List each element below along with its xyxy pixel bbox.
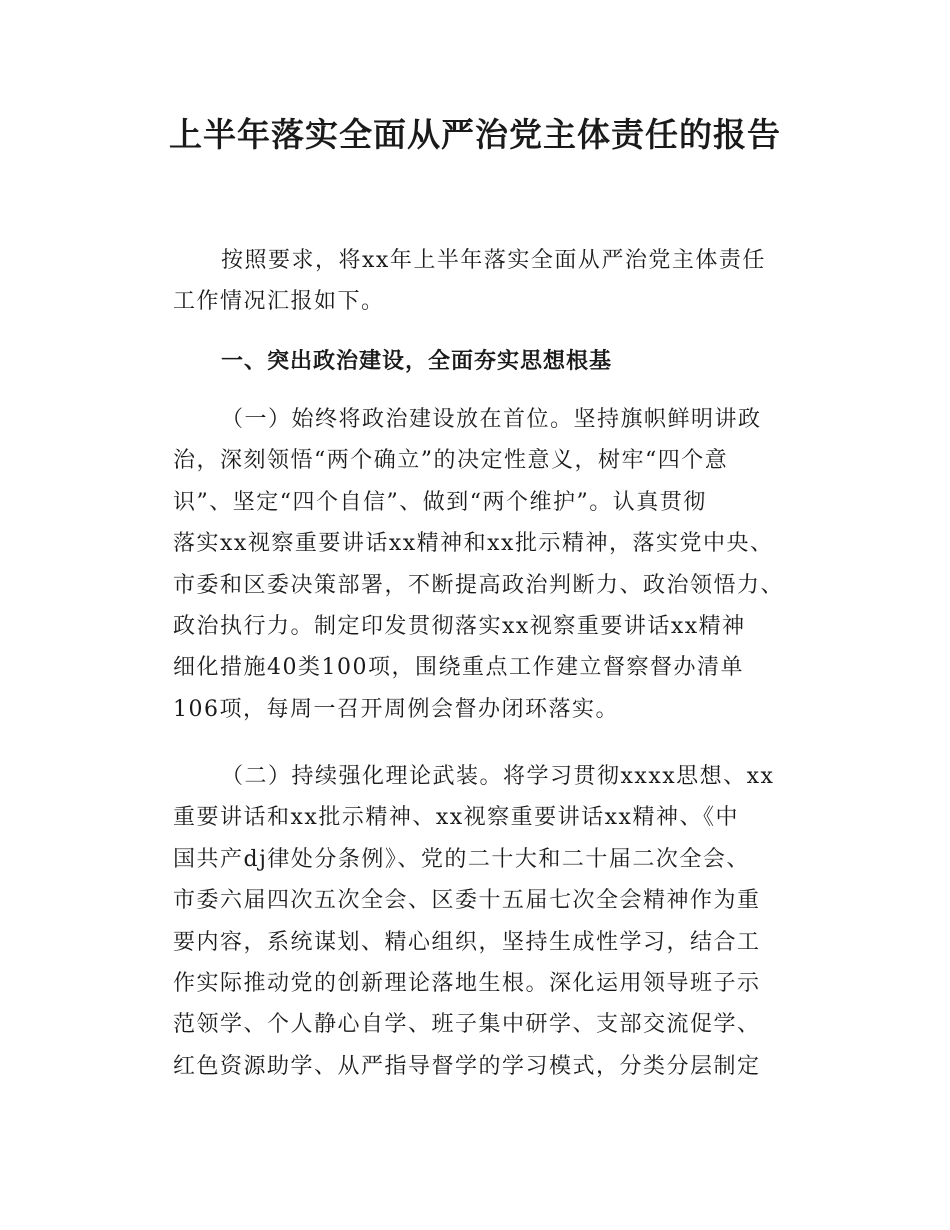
paragraph-line: （二）持续强化理论武装。将学习贯彻xxxx思想、xx	[221, 764, 775, 789]
body-paragraph	[173, 756, 813, 1087]
paragraph-line: 按照要求，将xx年上半年落实全面从严治党主体责任	[221, 248, 766, 273]
paragraph-line: 作实际推动党的创新理论落地生根。深化运用领导班子示	[173, 971, 761, 997]
paragraph-line: 红色资源助学、从严指导督学的学习模式，分类分层制定	[173, 1053, 761, 1079]
paragraph-line: 治，深刻领悟“两个确立”的决定性意义，树牢“四个意	[173, 448, 729, 474]
paragraph-line: 细化措施40类100项，围绕重点工作建立督察督办清单	[173, 655, 744, 681]
paragraph-line: 工作情况汇报如下。	[173, 289, 385, 315]
section-heading: 一、突出政治建设，全面夯实思想根基	[221, 349, 613, 374]
paragraph-line: 市委和区委决策部署，不断提高政治判断力、政治领悟力、	[173, 572, 785, 598]
paragraph-line: 国共产dj律处分条例》、党的二十大和二十届二次全会、	[173, 846, 750, 872]
paragraph-line: 范领学、个人静心自学、班子集中研学、支部交流促学、	[173, 1012, 761, 1038]
paragraph-line: 要内容，系统谋划、精心组织，坚持生成性学习，结合工	[173, 929, 761, 955]
paragraph-line: 市委六届四次五次全会、区委十五届七次全会精神作为重	[173, 888, 761, 914]
document-title: 上半年落实全面从严治党主体责任的报告	[169, 115, 781, 154]
body-paragraph	[173, 399, 813, 730]
paragraph-line: （一）始终将政治建设放在首位。坚持旗帜鲜明讲政	[221, 407, 762, 432]
paragraph-line: 落实xx视察重要讲话xx精神和xx批示精神，落实党中央、	[173, 531, 774, 557]
paragraph-line: 识”、坚定“四个自信”、做到“两个维护”。认真贯彻	[173, 489, 707, 515]
intro-paragraph	[173, 240, 813, 323]
paragraph-line: 政治执行力。制定印发贯彻落实xx视察重要讲话xx精神	[173, 614, 746, 640]
paragraph-line: 重要讲话和xx批示精神、xx视察重要讲话xx精神、《中	[173, 805, 739, 831]
paragraph-line: 106项，每周一召开周例会督办闭环落实。	[173, 696, 619, 722]
